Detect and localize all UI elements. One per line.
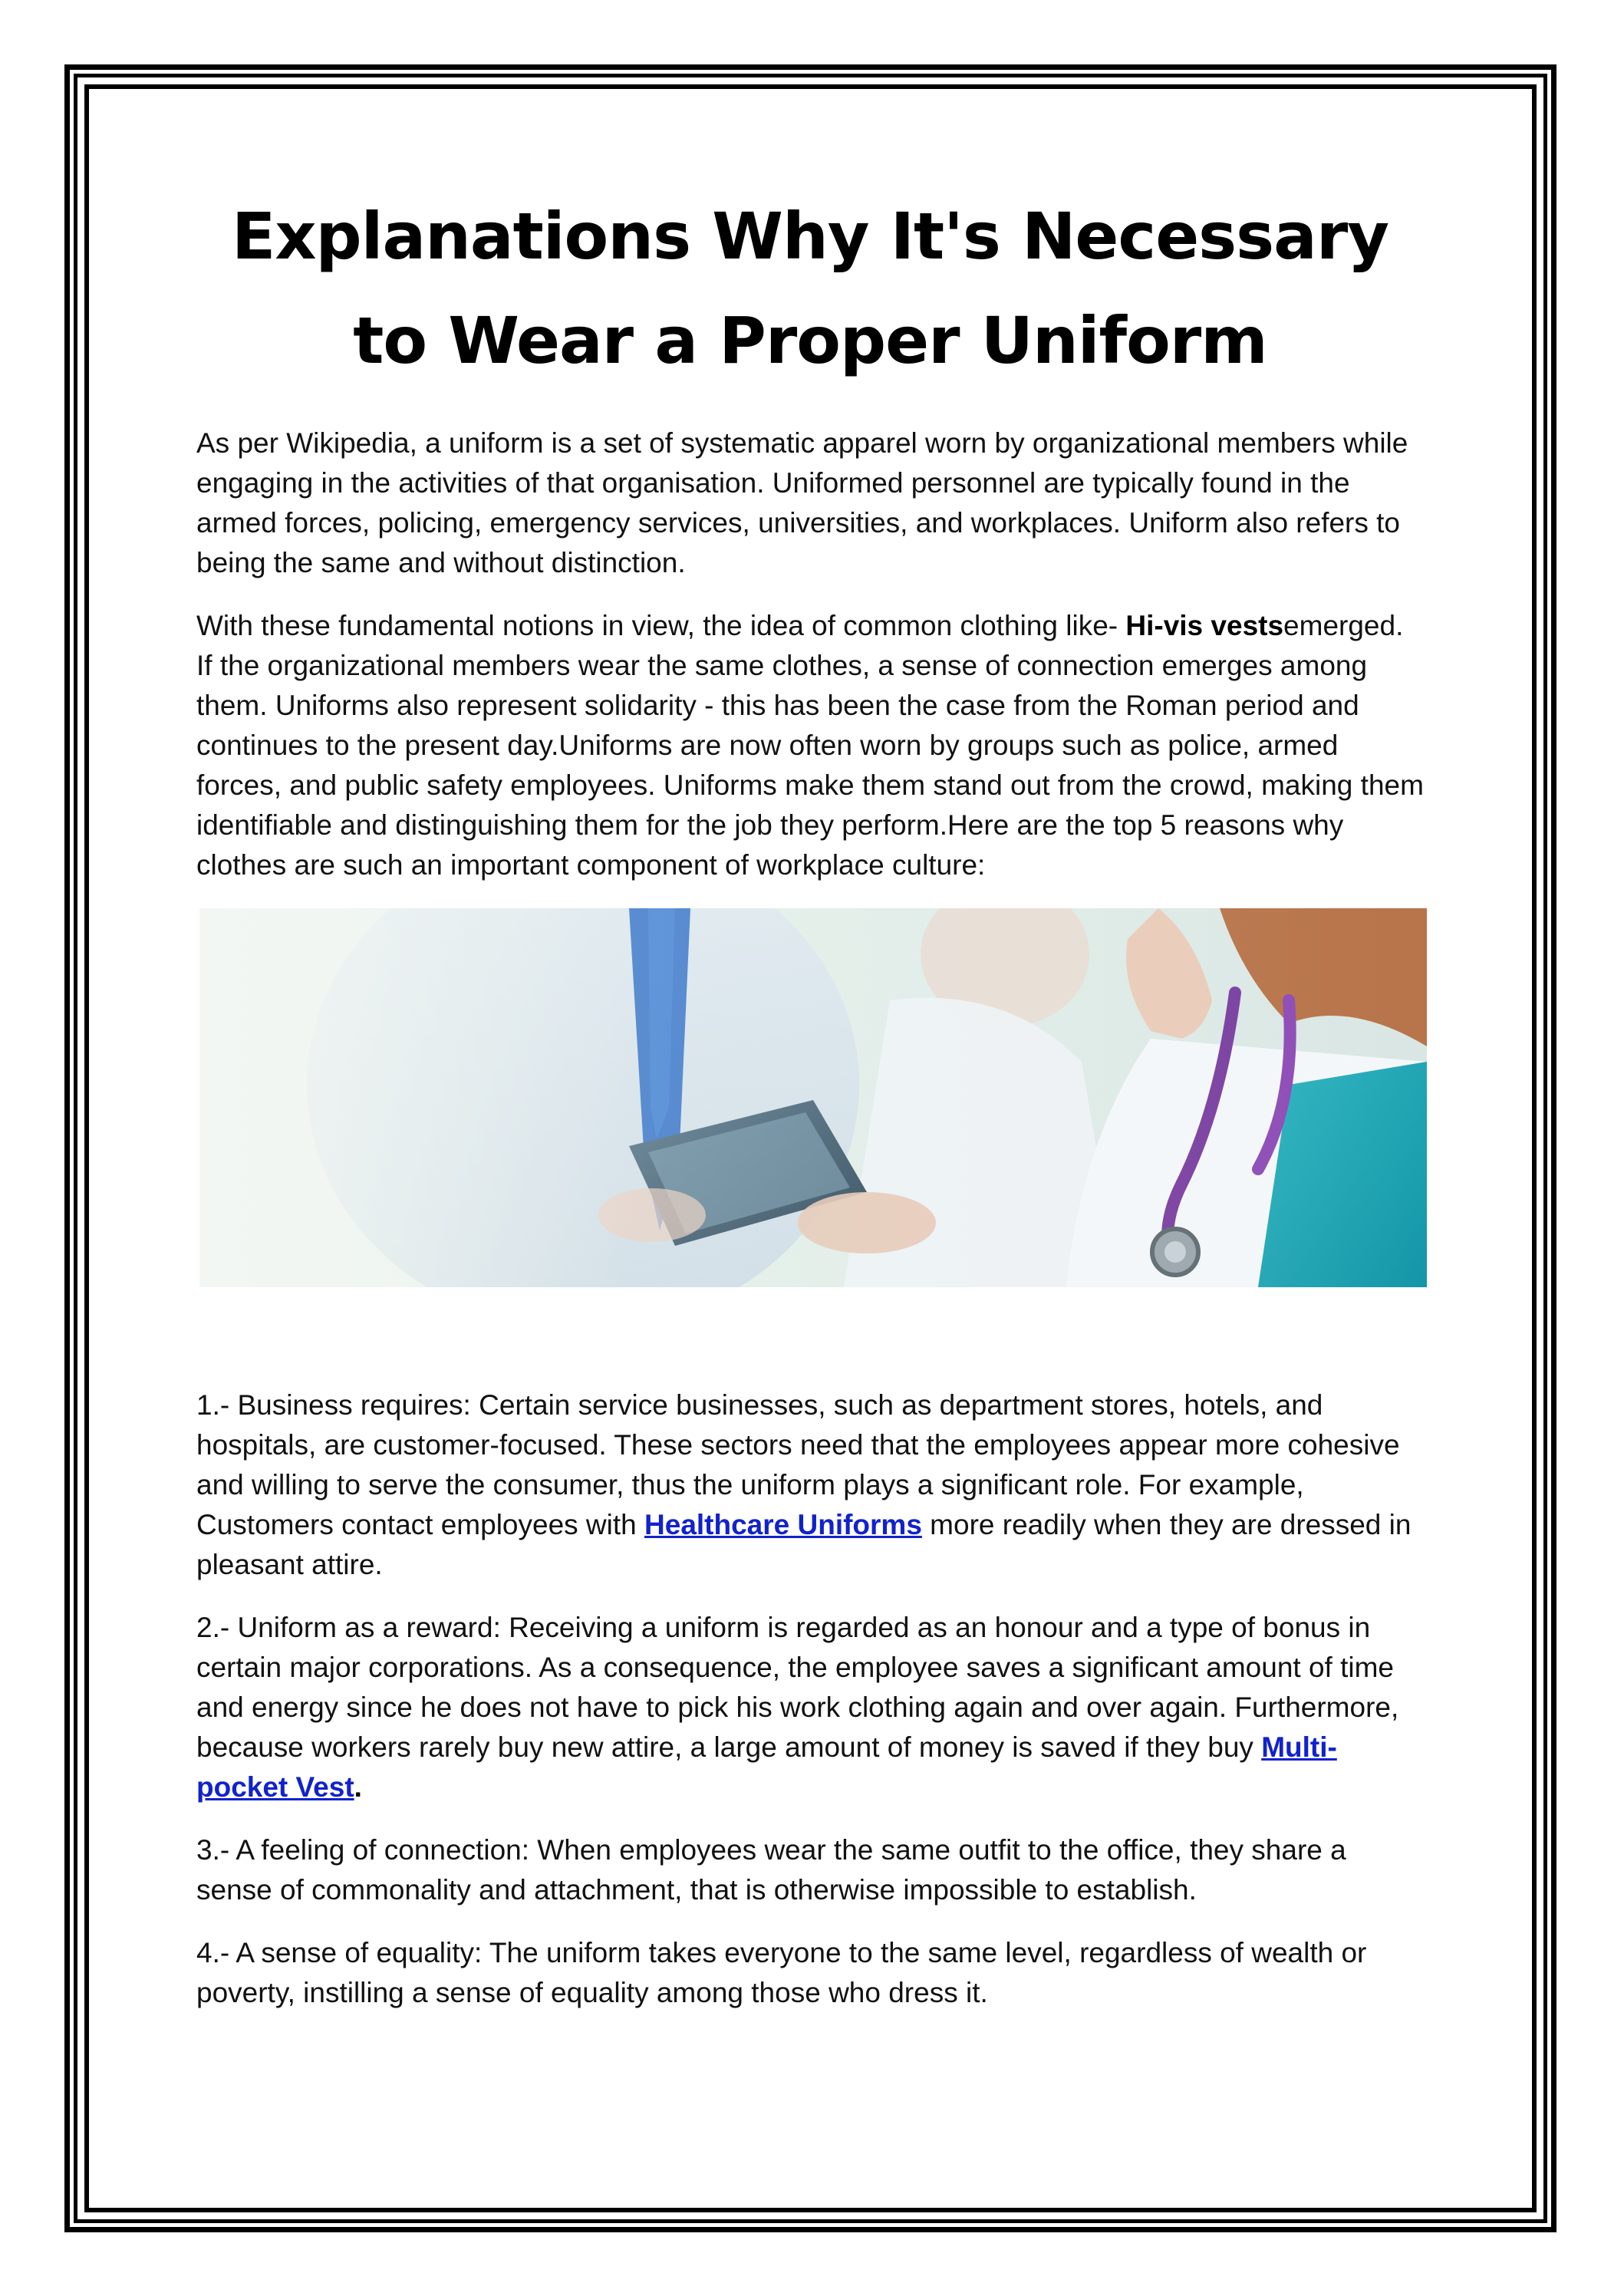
intro-paragraph: As per Wikipedia, a uniform is a set of systematic apparel worn by organizational members while engaging in the activities of that organisation. Uniformed personnel are typically found in the armed forces, policing, emergency services, universities, and workplaces. Uniform also refers to being the same and without distinction. xyxy=(196,427,1408,578)
healthcare-uniforms-link[interactable]: Healthcare Uniforms xyxy=(644,1509,922,1540)
reason-1-paragraph xyxy=(196,1385,1424,1585)
reason-1-text: 1.- Business requires: Certain service businesses, such as department stores, hotels, and hospitals, are customer-focused. These sectors need that the employees appear more cohesive and willing to serve the consumer, thus the uniform plays a significant role. For example, Customers contact employees with xyxy=(196,1389,1400,1540)
reason-2-tail-text: . xyxy=(354,1771,362,1803)
reason-4-paragraph: 4.- A sense of equality: The uniform takes everyone to the same level, regardless of wealth or poverty, instilling a sense of equality among those who dress it. xyxy=(196,1937,1367,2008)
page-title: Explanations Why It's Necessary to Wear a Proper Uniform xyxy=(231,199,1389,378)
multi-pocket-vest-link[interactable]: Multi-pocket Vest xyxy=(196,1731,1337,1803)
hi-vis-paragraph xyxy=(196,606,1424,885)
hi-vis-lead-text: With these fundamental notions in view, the idea of common clothing like- xyxy=(196,610,1126,641)
medical-staff-photo xyxy=(199,908,1427,1287)
reason-3-paragraph: 3.- A feeling of connection: When employees wear the same outfit to the office, they share a sense of commonality and attachment, that is otherwise impossible to establish. xyxy=(196,1834,1346,1906)
reason-2-text: 2.- Uniform as a reward: Receiving a uniform is regarded as an honour and a type of bonus in certain major corporations. As a consequence, the employee saves a significant amount of time and energy since he does not have to pick his work clothing again and over again. Furthermore, because workers rarely buy new attire, a large amount of money is saved if they buy xyxy=(196,1612,1399,1763)
reason-1-tail-text: more readily when they are dressed in pleasant attire. xyxy=(196,1509,1412,1580)
document-body xyxy=(196,184,1424,2036)
hi-vis-rest-text: emerged. If the organizational members wear the same clothes, a sense of connection emerges among them. Uniforms also represent solidarity - this has been the case from the Roman period and continues to the present day.Uniforms are now often worn by groups such as police, armed forces, and public safety employees. Uniforms make them stand out from the crowd, making them identifiable and distinguishing them for the job they perform.Here are the top 5 reasons why clothes are such an important component of workplace culture: xyxy=(196,610,1424,881)
hi-vis-bold-text: Hi-vis vests xyxy=(1125,610,1284,641)
reason-2-paragraph xyxy=(196,1608,1424,1807)
